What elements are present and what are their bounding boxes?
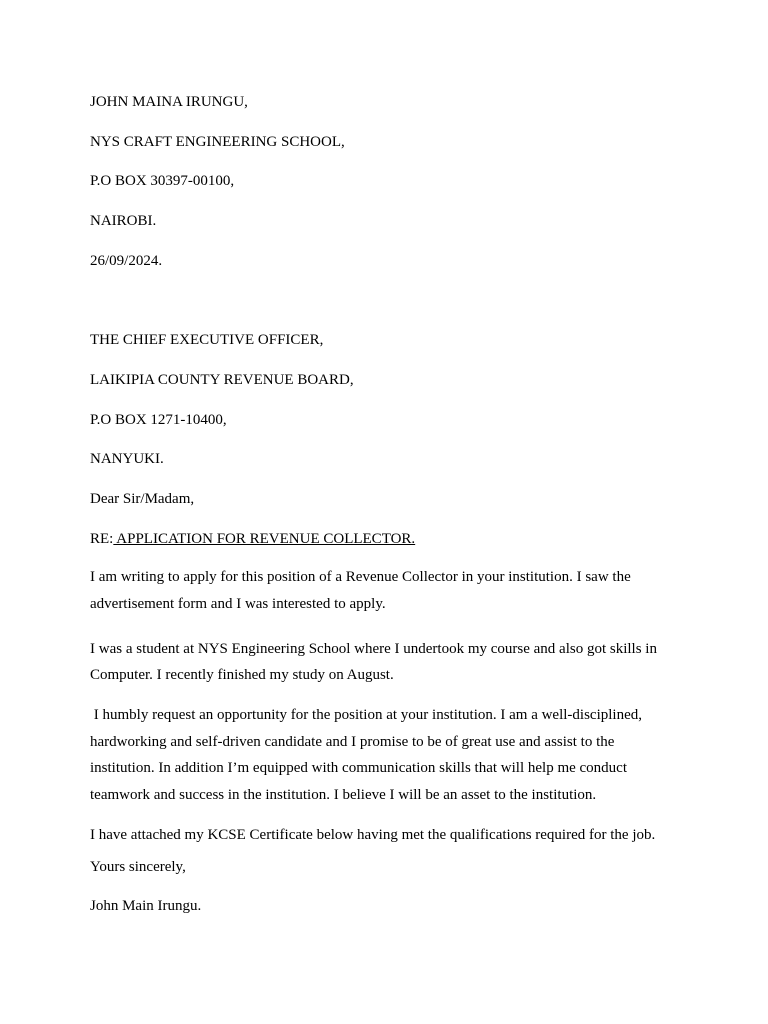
signature-name: John Main Irungu. [90, 898, 202, 915]
salutation: Dear Sir/Madam, [90, 490, 195, 507]
letter-body [90, 564, 680, 848]
sender-name: JOHN MAINA IRUNGU, [90, 94, 248, 110]
subject-text: APPLICATION FOR REVENUE COLLECTOR. [113, 530, 416, 547]
subject-prefix: RE: [90, 530, 114, 547]
sender-address [90, 93, 680, 270]
closing: Yours sincerely, [90, 858, 186, 875]
recipient-town: NANYUKI. [90, 451, 164, 468]
recipient-title: THE CHIEF EXECUTIVE OFFICER, [90, 332, 324, 349]
body-paragraph-3: I humbly request an opportunity for the position at your institution. I am a well-disciplined, hardworking and self-driven candidate and I promise to be of great use and assist to the institution. In addition I’m equipped with communication skills that will help me conduct teamwork and success in the institution. I believe I will be an asset to the institution. [90, 707, 642, 804]
sender-institution: NYS CRAFT ENGINEERING SCHOOL, [90, 133, 345, 150]
sender-town: NAIROBI. [90, 213, 157, 230]
recipient-box: P.O BOX 1271-10400, [90, 411, 227, 428]
recipient-organization: LAIKIPIA COUNTY REVENUE BOARD, [90, 371, 354, 388]
sender-box: P.O BOX 30397-00100, [90, 173, 235, 190]
letter-page [90, 93, 680, 937]
body-paragraph-4: I have attached my KCSE Certificate below having met the qualifications required for the job. [90, 826, 656, 843]
recipient-address [90, 331, 680, 468]
subject-line [90, 530, 680, 548]
body-paragraph-1: I am writing to apply for this position of a Revenue Collector in your institution. I saw the advertisement form and I was interested to apply. [90, 569, 631, 612]
address-gap [90, 291, 680, 331]
letter-date: 26/09/2024. [90, 252, 163, 269]
body-paragraph-2: I was a student at NYS Engineering School where I undertook my course and also got skills in Computer. I recently finished my study on August. [90, 640, 657, 684]
